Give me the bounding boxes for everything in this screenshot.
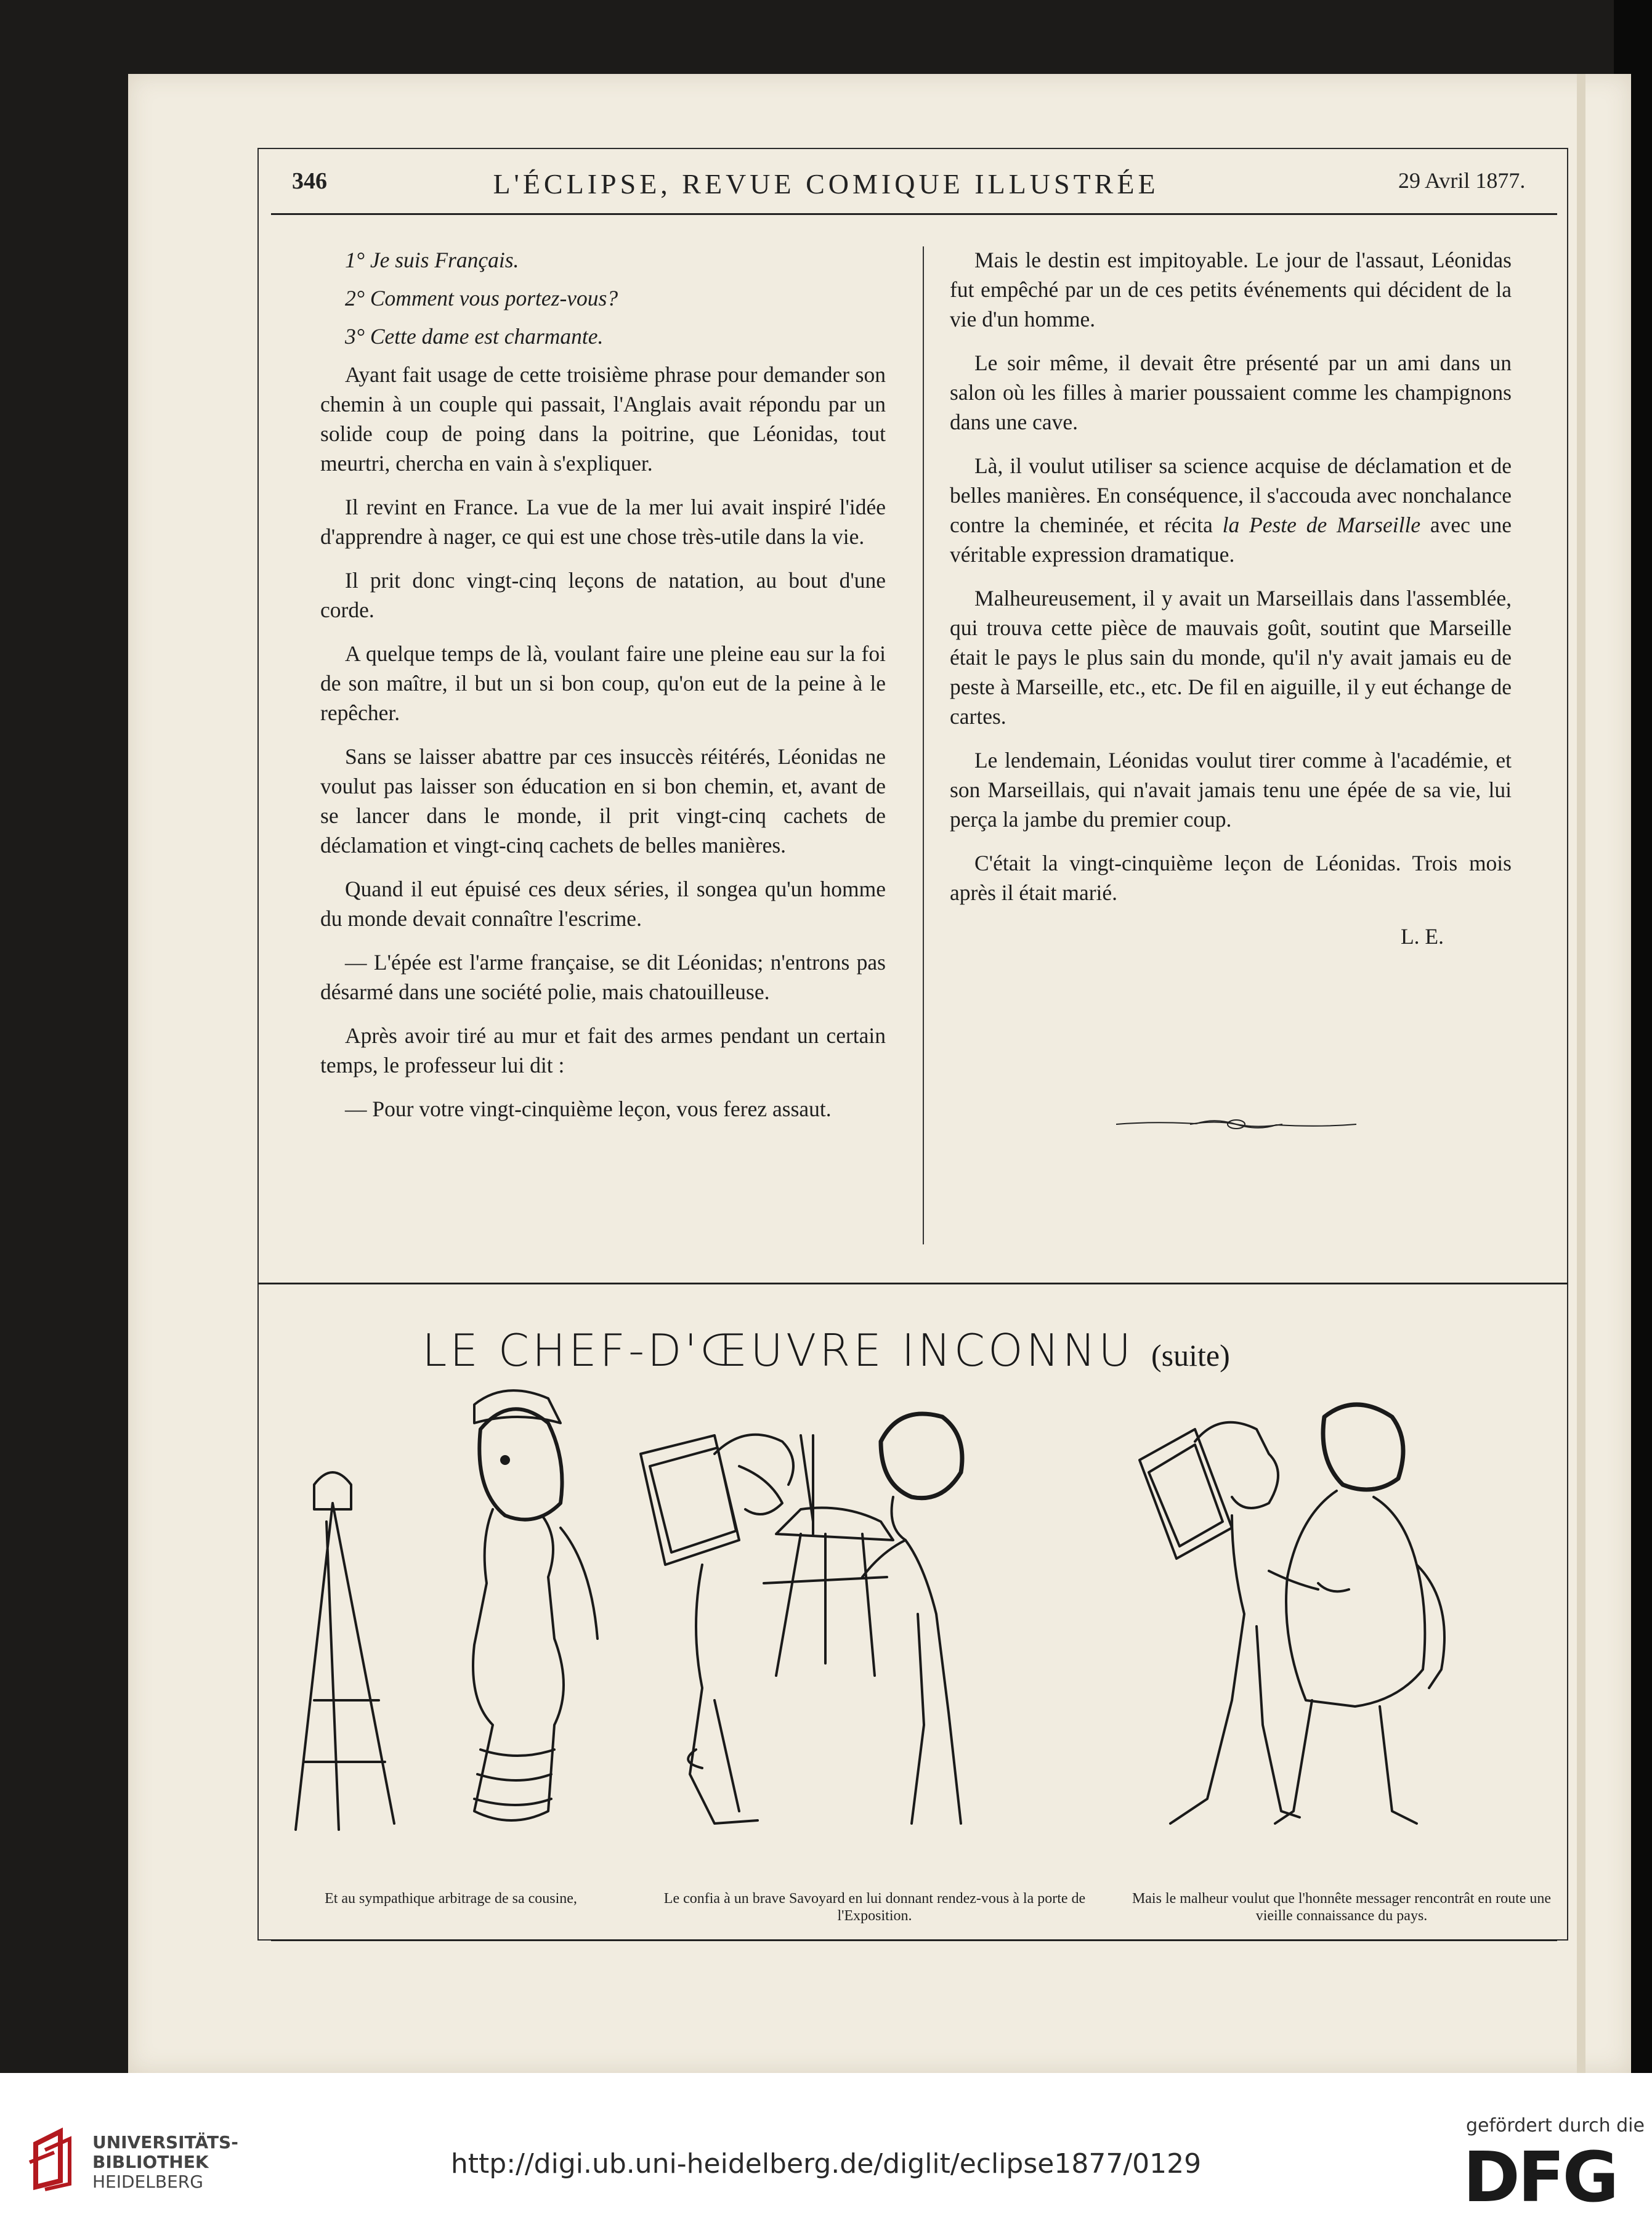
author-signature: L. E. [1401,924,1444,949]
funding-text: gefördert durch die [1466,2115,1645,2136]
bottom-rule [271,1939,1557,1941]
article-paragraph: Sans se laisser abattre par ces insuccès réitérés, Léonidas ne voulut pas laisser son éducation en si bon chemin, et, avant de se lancer dans le monde, il prit vingt-cinq cachets de déclamation et vingt-cinq cachets de belles manières. [320,744,886,858]
article-paragraph [950,451,1512,569]
cartoon-caption: Le confia à un brave Savoyard en lui donnant rendez-vous à la porte de l'Exposition. [663,1891,1086,1924]
article-paragraph: Le soir même, il devait être présenté par un ami dans un salon où les filles à marier poussaient comme les champignons dans une cave. [950,351,1512,434]
article-paragraph: Malheureusement, il y avait un Marseillais dans l'assemblée, qui trouva cette pièce de mauvais goût, soutint que Marseille était le pays le plus sain du monde, qu'il n'y avait jamais eu de peste à Marseille, etc., etc. De fil en aiguille, il y eut échange de cartes. [950,586,1512,729]
end-ornament [1116,1115,1356,1134]
article-paragraph: Il prit donc vingt-cinq leçons de natation, au bout d'une corde. [320,568,886,622]
page-edge [1577,74,1585,2073]
header-rule [271,213,1557,215]
list-item: 1° Je suis Français. [345,248,519,272]
article-paragraph: Quand il eut épuisé ces deux séries, il songea qu'un homme du monde devait connaître l'escrime. [320,877,886,931]
play-title: la Peste de Marseille [1222,513,1421,537]
page-number: 346 [292,168,327,194]
list-item: 2° Comment vous portez-vous? [345,286,618,310]
article-paragraph: A quelque temps de là, voulant faire une pleine eau sur la foi de son maître, il but un si bon coup, qu'on eut de la peine à le repêcher. [320,641,886,725]
article-paragraph: C'était la vingt-cinquième leçon de Léonidas. Trois mois après il était marié. [950,851,1512,905]
cartoon-title-text: LE CHEF-D'ŒUVRE INCONNU [422,1324,1135,1376]
cartoon-title-suffix: (suite) [1151,1338,1230,1373]
article-paragraph: Mais le destin est impitoyable. Le jour de l'assaut, Léonidas fut empêché par un de ces petits événements qui décident de la vie d'un homme. [950,248,1512,331]
column-divider [923,246,924,1244]
cartoon-title [0,1324,1652,1376]
paragraph-text: avec une véritable expression dramatique. [950,513,1512,567]
dfg-logo [1463,2143,1629,2210]
article-right-column [950,245,1512,965]
cartoon-caption: Et au sympathique arbitrage de sa cousine, [325,1891,577,1907]
article-left-column [320,245,886,1138]
list-item: 3° Cette dame est charmante. [345,324,604,349]
library-name-line: UNIVERSITÄTS- [92,2132,238,2152]
article-paragraph: Le lendemain, Léonidas voulut tirer comme à l'académie, et son Marseillais, qui n'avait jamais tenu une épée de sa vie, lui perça la jambe du premier coup. [950,748,1512,832]
savoyard-and-artist-panel [641,1414,962,1823]
dfg-logo-text: DFG [1463,2143,1617,2210]
article-paragraph: — Pour votre vingt-cinquième leçon, vous ferez assaut. [345,1097,832,1121]
permalink-url[interactable]: http://digi.ub.uni-heidelberg.de/diglit/eclipse1877/0129 [450,2148,1202,2180]
article-paragraph: — L'épée est l'arme française, se dit Léonidas; n'entrons pas désarmé dans une société polie, mais chatouilleuse. [320,950,886,1004]
handshake-panel [1140,1405,1444,1823]
library-name-line: HEIDELBERG [92,2172,203,2192]
library-name-line: BIBLIOTHEK [92,2152,209,2172]
section-rule [257,1283,1568,1284]
easel-with-woman-panel [296,1390,597,1830]
journal-title: L'ÉCLIPSE, REVUE COMIQUE ILLUSTRÉE [493,168,1159,200]
paragraph-text: Là, il voulut utiliser sa science acquise de déclamation et de belles manières. En conséquence, il s'accouda avec nonchalance contre la cheminée, et récita [950,453,1512,537]
issue-date: 29 Avril 1877. [1398,168,1526,193]
cartoon-illustration [271,1380,1552,1879]
article-paragraph: Ayant fait usage de cette troisième phrase pour demander son chemin à un couple qui passait, l'Anglais avait répondu par un solide coup de poing dans la poitrine, que Léonidas, tout meurtri, chercha en vain à s'expliquer. [320,362,886,476]
article-paragraph: Après avoir tiré au mur et fait des armes pendant un certain temps, le professeur lui dit : [320,1023,886,1077]
cartoon-caption: Mais le malheur voulut que l'honnête messager rencontrât en route une vieille connaissance du pays. [1132,1891,1552,1924]
article-paragraph: Il revint en France. La vue de la mer lui avait inspiré l'idée d'apprendre à nager, ce qui est une chose très-utile dans la vie. [320,495,886,549]
